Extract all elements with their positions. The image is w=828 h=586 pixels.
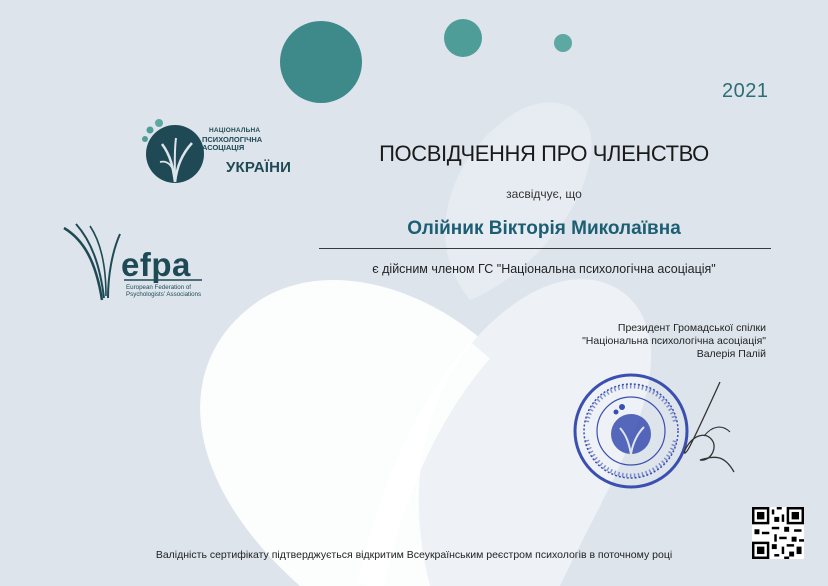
efpa-subtitle-line-2: Psychologists' Associations bbox=[126, 291, 202, 298]
npa-logo-line-assoc: АСОЦІАЦІЯ bbox=[202, 143, 245, 152]
signatory-block bbox=[520, 322, 766, 361]
efpa-logo-subtitle bbox=[126, 284, 201, 298]
signature bbox=[660, 376, 750, 476]
efpa-subtitle-line-1: European Federation of bbox=[126, 284, 192, 291]
accent-circle-small bbox=[554, 34, 572, 52]
npa-logo-text-mid bbox=[202, 136, 262, 152]
certificate-year: 2021 bbox=[722, 80, 769, 102]
accent-circle-mid bbox=[444, 19, 482, 57]
name-underline bbox=[319, 248, 771, 249]
signatory-position: Президент Громадської спілки bbox=[617, 322, 766, 334]
certifies-text: засвідчує, що bbox=[506, 187, 582, 201]
npa-logo-text-big: УКРАЇНИ bbox=[226, 159, 292, 176]
footer-validity-note: Валідність сертифікату підтверджується відкритим Всеукраїнським реєстром психологів в поточному році bbox=[155, 549, 673, 561]
efpa-logo-word: efpa bbox=[121, 246, 191, 283]
accent-circle-large bbox=[280, 21, 362, 103]
npa-logo-line-psych: ПСИХОЛОГІЧНА bbox=[202, 135, 263, 144]
npa-logo-text-small: НАЦІОНАЛЬНА bbox=[209, 127, 261, 134]
member-name: Олійник Вікторія Миколаївна bbox=[407, 218, 681, 239]
signatory-name: Валерія Палій bbox=[696, 348, 766, 360]
membership-statement: є дійсним членом ГС "Національна психологічна асоціація" bbox=[372, 262, 716, 276]
certificate-title: ПОСВІДЧЕННЯ ПРО ЧЛЕНСТВО bbox=[379, 141, 709, 166]
signatory-organization: "Національна психологічна асоціація" bbox=[582, 335, 766, 347]
